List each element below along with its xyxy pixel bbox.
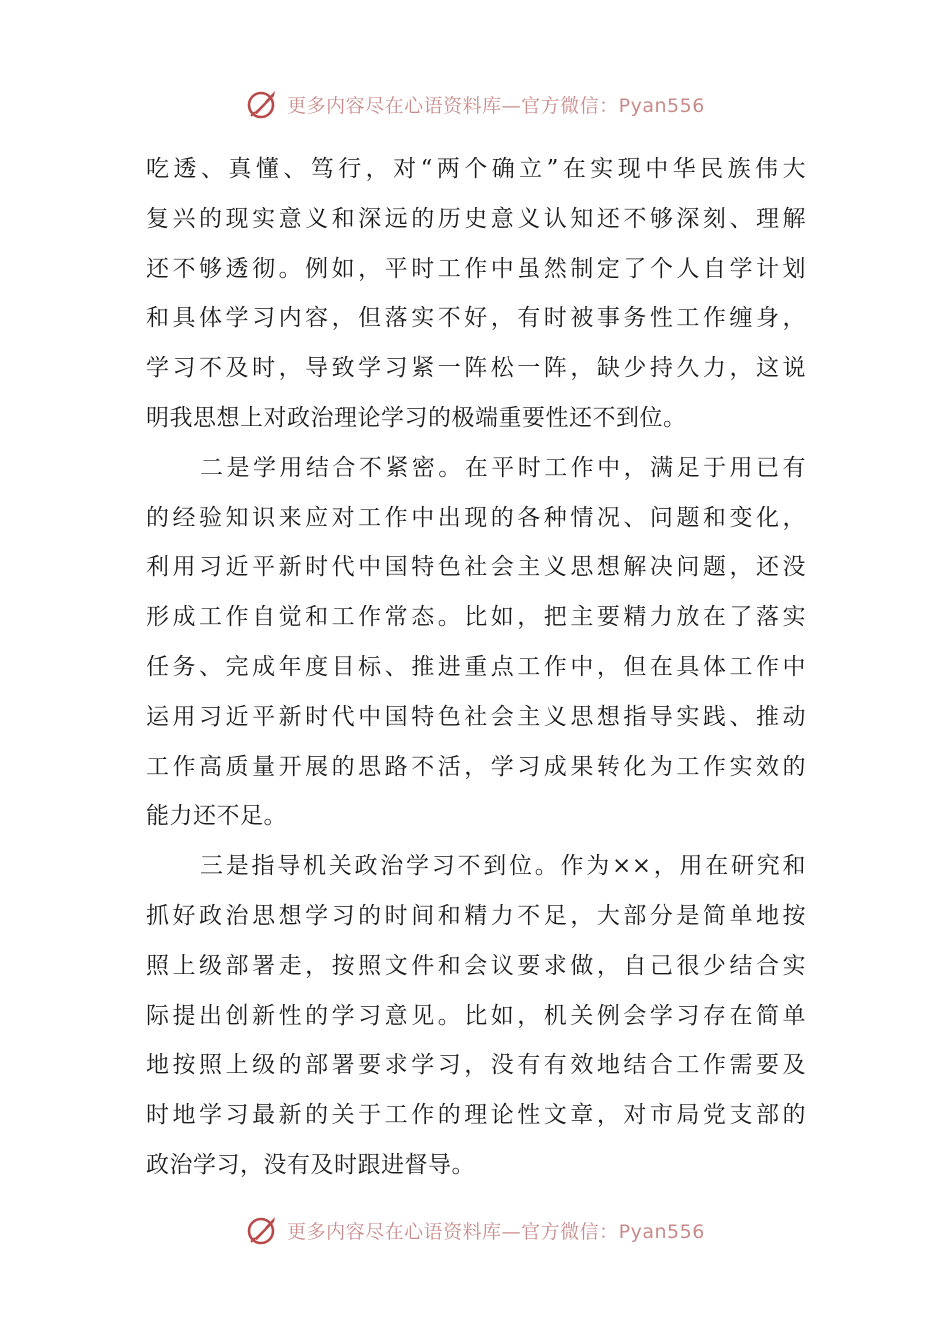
watermark-wechat-id: Pyan556 (618, 94, 705, 117)
body-line: 和具体学习内容，但落实不好，有时被事务性工作缠身， (146, 305, 806, 332)
body-line: 任务、完成年度目标、推进重点工作中，但在具体工作中 (146, 653, 806, 680)
header-watermark (0, 84, 950, 124)
footer-watermark (0, 1210, 950, 1250)
quill-logo-icon (245, 1212, 281, 1248)
body-line: 抓好政治思想学习的时间和精力不足，大部分是简单地按 (146, 902, 806, 929)
body-line: 工作高质量开展的思路不活，学习成果转化为工作实效的 (146, 753, 806, 780)
quill-logo-icon (245, 86, 281, 122)
body-line: 运用习近平新时代中国特色社会主义思想指导实践、推动 (146, 703, 806, 730)
document-body (146, 145, 806, 1191)
body-line: 形成工作自觉和工作常态。比如，把主要精力放在了落实 (146, 604, 806, 631)
body-line: 明我思想上对政治理论学习的极端重要性还不到位。 (146, 404, 687, 431)
watermark-text: 更多内容尽在心语资料库—官方微信：Pyan556 (287, 94, 705, 117)
watermark-text: 更多内容尽在心语资料库—官方微信：Pyan556 (287, 1220, 705, 1243)
body-line: 还不够透彻。例如，平时工作中虽然制定了个人自学计划 (146, 255, 806, 282)
body-line: 吃透、真懂、笃行，对“两个确立”在实现中华民族伟大 (146, 156, 806, 182)
body-line: 利用习近平新时代中国特色社会主义思想解决问题，还没 (146, 554, 806, 581)
body-line: 学习不及时，导致学习紧一阵松一阵，缺少持久力，这说 (146, 355, 806, 382)
watermark-wechat-id: Pyan556 (618, 1220, 705, 1243)
body-line: 照上级部署走，按照文件和会议要求做，自己很少结合实 (146, 952, 806, 979)
body-line: 际提出创新性的学习意见。比如，机关例会学习存在简单 (146, 1002, 806, 1029)
body-line: 能力还不足。 (146, 803, 287, 830)
paragraph-start-line: 二是学用结合不紧密。在平时工作中，满足于用已有 (200, 454, 806, 481)
body-line: 政治学习，没有及时跟进督导。 (146, 1151, 475, 1178)
body-line: 地按照上级的部署要求学习，没有有效地结合工作需要及 (146, 1052, 806, 1079)
body-line: 时地学习最新的关于工作的理论性文章，对市局党支部的 (146, 1102, 806, 1129)
paragraph-start-line: 三是指导机关政治学习不到位。作为××，用在研究和 (200, 853, 806, 880)
body-line: 复兴的现实意义和深远的历史意义认知还不够深刻、理解 (146, 205, 806, 232)
body-line: 的经验知识来应对工作中出现的各种情况、问题和变化， (146, 504, 806, 531)
